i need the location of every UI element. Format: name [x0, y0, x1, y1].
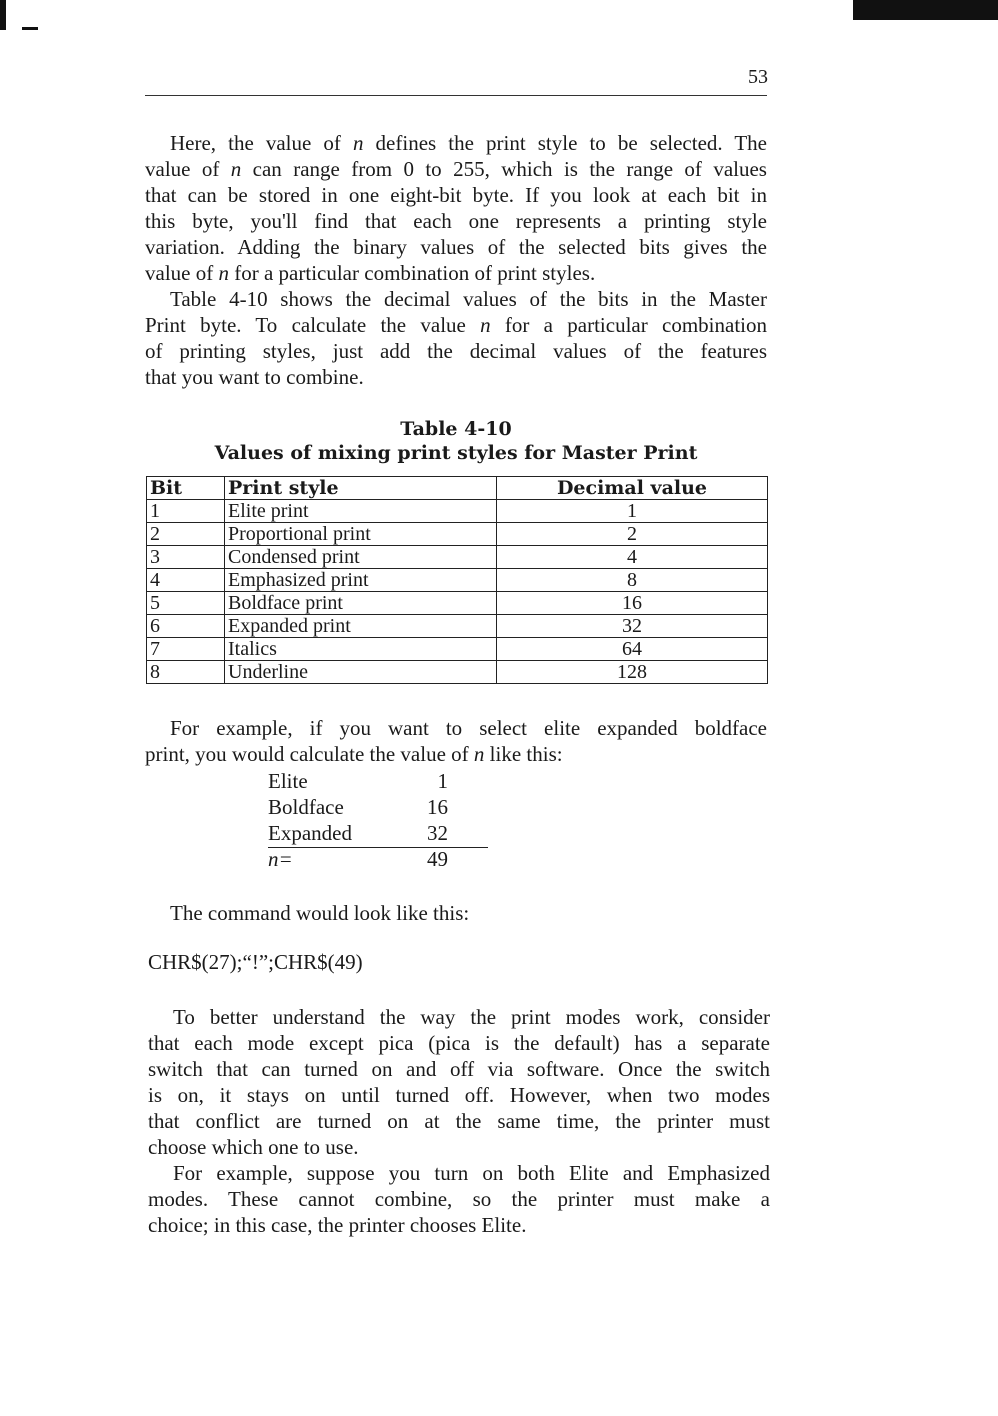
text-line: switch that can turned on and off via software. Once the switch [148, 1057, 770, 1081]
text-line: that each mode except pica (pica is the default) has a separate [148, 1031, 770, 1055]
text-line: that conflict are turned on at the same time, the printer must [148, 1109, 770, 1133]
decimal-value-cell: 32 [497, 615, 768, 638]
table-row [147, 615, 768, 638]
text-line: Table 4-10 shows the decimal values of the bits in the Master [170, 287, 767, 311]
bit-cell: 3 [147, 546, 225, 569]
variable-n: n [230, 157, 242, 181]
text-line: modes. These cannot combine, so the printer must make a [148, 1187, 770, 1211]
variable-n: n [352, 131, 364, 155]
table-header-row [147, 477, 768, 500]
table-caption-number: Table 4-10 [400, 418, 512, 440]
bit-cell: 7 [147, 638, 225, 661]
text-line: this byte, you'll find that each one represents a printing style [145, 209, 767, 233]
bit-cell: 8 [147, 661, 225, 684]
decimal-value-cell: 8 [497, 569, 768, 592]
bit-cell: 4 [147, 569, 225, 592]
text-line: that you want to combine. [145, 365, 364, 389]
variable-n: n [480, 313, 491, 337]
text-line: For example, suppose you turn on both Elite and Emphasized [173, 1161, 770, 1185]
variable-n: n [473, 742, 485, 766]
calc-row [268, 794, 488, 820]
decimal-value-cell: 64 [497, 638, 768, 661]
calc-result-row [268, 846, 488, 872]
print-style-cell: Emphasized print [225, 569, 497, 592]
text-line: value of n can range from 0 to 255, which is the range of values [145, 157, 767, 181]
bit-cell: 1 [147, 500, 225, 523]
decimal-value-cell: 4 [497, 546, 768, 569]
decimal-value-cell: 16 [497, 592, 768, 615]
bit-cell: 5 [147, 592, 225, 615]
text-line: is on, it stays on until turned off. However, when two modes [148, 1083, 770, 1107]
intro-paragraph [145, 130, 767, 390]
text-line: choice; in this case, the printer chooses Elite. [148, 1213, 527, 1237]
text-line: choose which one to use. [148, 1135, 359, 1159]
result-value: 49 [427, 847, 448, 871]
result-label: n= [268, 847, 293, 871]
calc-value: 1 [437, 769, 448, 793]
print-style-cell: Elite print [225, 500, 497, 523]
page-number: 53 [748, 66, 768, 88]
modes-paragraph [148, 1004, 770, 1238]
table-row [147, 661, 768, 684]
table-row [147, 592, 768, 615]
scan-dash-mark [22, 27, 38, 30]
calc-label: Expanded [268, 821, 352, 845]
text-line: of printing styles, just add the decimal values of the features [145, 339, 767, 363]
decimal-value-cell: 128 [497, 661, 768, 684]
calc-row [268, 820, 488, 846]
text-line: print, you would calculate the value of n like this: [145, 742, 563, 766]
table-row [147, 523, 768, 546]
text-line: value of n for a particular combination of print styles. [145, 261, 596, 285]
table-row [147, 500, 768, 523]
calc-value: 32 [427, 821, 448, 845]
header-bit: Bit [147, 477, 225, 500]
variable-n: n [218, 261, 229, 285]
calc-value: 16 [427, 795, 448, 819]
decimal-value-cell: 1 [497, 500, 768, 523]
print-style-cell: Expanded print [225, 615, 497, 638]
master-print-table [146, 476, 768, 684]
bit-cell: 6 [147, 615, 225, 638]
scan-margin-mark [0, 0, 6, 30]
calc-label: Elite [268, 769, 308, 793]
text-line: For example, if you want to select elite expanded boldface [170, 716, 767, 740]
table-row [147, 638, 768, 661]
text-line: Here, the value of n defines the print style to be selected. The [170, 131, 767, 155]
header-rule [145, 95, 767, 96]
table-row [147, 546, 768, 569]
print-style-cell: Proportional print [225, 523, 497, 546]
example-paragraph [145, 715, 767, 767]
command-example: CHR$(27);“!”;CHR$(49) [148, 950, 363, 974]
table-row [147, 569, 768, 592]
text-line: Print byte. To calculate the value n for a particular combination [145, 313, 767, 337]
text-line: To better understand the way the print modes work, consider [173, 1005, 770, 1029]
scan-corner-mark [853, 0, 998, 20]
table-caption-title: Values of mixing print styles for Master Print [214, 442, 698, 464]
bit-cell: 2 [147, 523, 225, 546]
print-style-cell: Condensed print [225, 546, 497, 569]
command-intro: The command would look like this: [170, 901, 470, 925]
text-line: that can be stored in one eight-bit byte. If you look at each bit in [145, 183, 767, 207]
calc-label: Boldface [268, 795, 344, 819]
calc-row [268, 768, 488, 794]
print-style-cell: Boldface print [225, 592, 497, 615]
print-style-cell: Underline [225, 661, 497, 684]
text-line: variation. Adding the binary values of the selected bits gives the [145, 235, 767, 259]
decimal-value-cell: 2 [497, 523, 768, 546]
header-print-style: Print style [225, 477, 497, 500]
header-decimal-value: Decimal value [497, 477, 768, 500]
print-style-cell: Italics [225, 638, 497, 661]
calculation-block [268, 768, 488, 872]
